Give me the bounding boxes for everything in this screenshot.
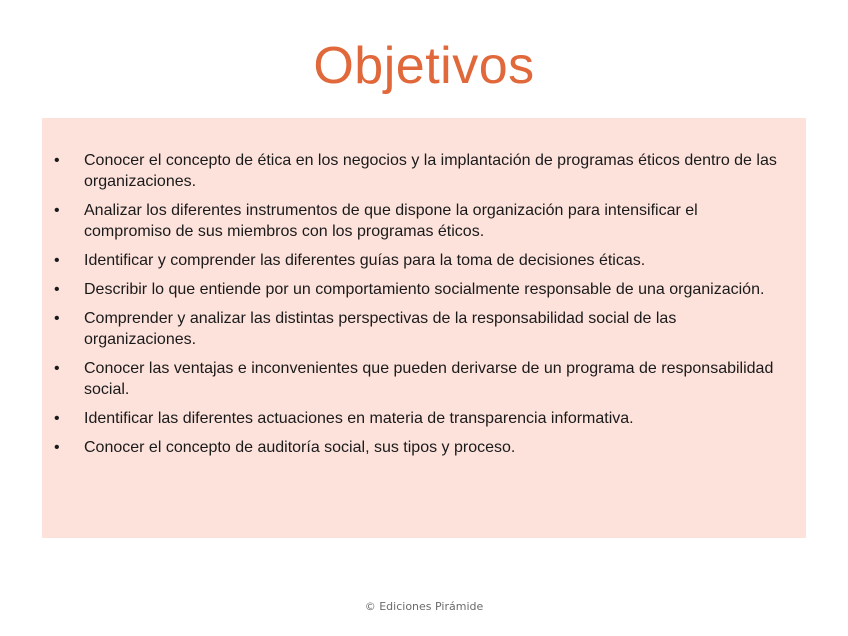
- list-item: [54, 358, 786, 400]
- footer-copyright: © Ediciones Pirámide: [364, 600, 484, 613]
- objective-text: Analizar los diferentes instrumentos de que dispone la organización para intensificar el compromiso de sus miembros con los programas éticos.: [84, 202, 698, 240]
- list-item: [54, 250, 786, 271]
- bullet-icon: •: [54, 439, 60, 456]
- bullet-icon: •: [54, 202, 60, 219]
- objective-text: Identificar las diferentes actuaciones en materia de transparencia informativa.: [84, 410, 634, 427]
- objective-text: Conocer las ventajas e inconvenientes que pueden derivarse de un programa de responsabilidad social.: [84, 360, 774, 398]
- bullet-icon: •: [54, 410, 60, 427]
- list-item: [54, 408, 786, 429]
- objectives-list: [54, 150, 786, 458]
- bullet-icon: •: [54, 281, 60, 298]
- bullet-icon: •: [54, 310, 60, 327]
- objective-text: Conocer el concepto de ética en los negocios y la implantación de programas éticos dentro de las organizaciones.: [84, 152, 777, 190]
- list-item: [54, 279, 786, 300]
- bullet-icon: •: [54, 252, 60, 269]
- objectives-box: [42, 118, 806, 538]
- objective-text: Identificar y comprender las diferentes guías para la toma de decisiones éticas.: [84, 252, 646, 269]
- list-item: [54, 150, 786, 192]
- bullet-icon: •: [54, 360, 60, 377]
- objective-text: Comprender y analizar las distintas perspectivas de la responsabilidad social de las organizaciones.: [84, 310, 677, 348]
- bullet-icon: •: [54, 152, 60, 169]
- objective-text: Conocer el concepto de auditoría social, sus tipos y proceso.: [84, 439, 516, 456]
- list-item: [54, 200, 786, 242]
- slide-title: Objetivos: [313, 37, 535, 95]
- objective-text: Describir lo que entiende por un comportamiento socialmente responsable de una organización.: [84, 281, 765, 298]
- list-item: [54, 308, 786, 350]
- list-item: [54, 437, 786, 458]
